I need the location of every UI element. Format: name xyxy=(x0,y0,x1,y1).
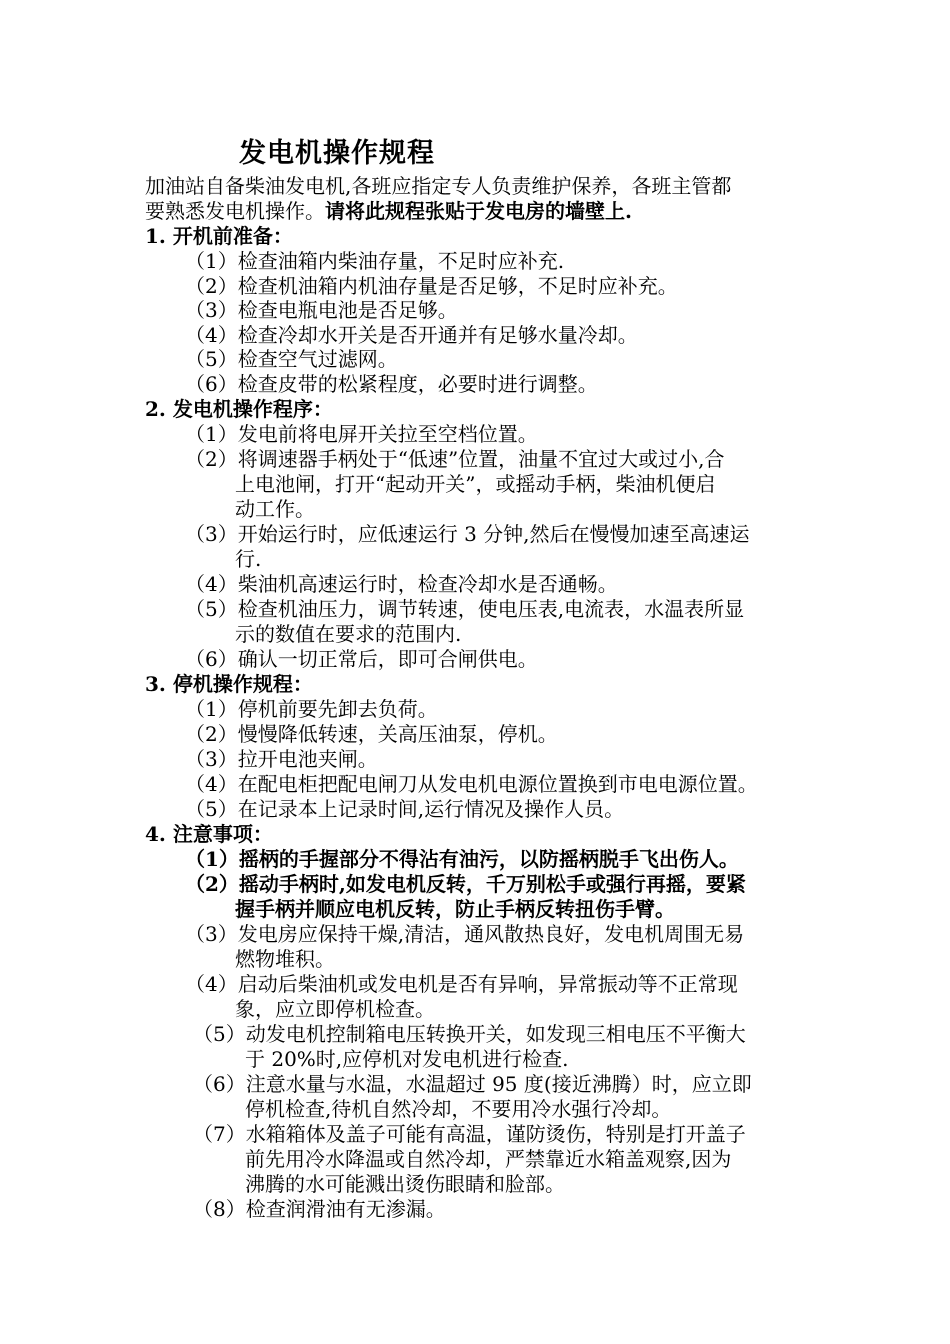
section-2-item: （6）确认一切正常后，即可合闸供电。 xyxy=(185,647,538,671)
section-4-item-continued: 燃物堆积。 xyxy=(235,947,335,971)
intro-line-2 xyxy=(145,199,632,224)
section-4-item-continued: 象，应立即停机检查。 xyxy=(235,997,435,1021)
section-3-item: （4）在配电柜把配电闸刀从发电机电源位置换到市电电源位置。 xyxy=(185,772,758,796)
section-1-heading: 1. 开机前准备： xyxy=(145,224,293,248)
section-4-item-continued: 停机检查,待机自然冷却，不要用冷水强行冷却。 xyxy=(245,1097,672,1121)
section-1-item: （4）检查冷却水开关是否开通并有足够水量冷却。 xyxy=(185,323,638,347)
section-2-item: （2）将调速器手柄处于“低速”位置，油量不宜过大或过小,合 xyxy=(185,447,725,471)
section-1-item: （3）检查电瓶电池是否足够。 xyxy=(185,298,458,322)
section-3-item: （1）停机前要先卸去负荷。 xyxy=(185,697,438,721)
section-2-item: （5）检查机油压力，调节转速，使电压表,电流表，水温表所显 xyxy=(185,597,745,621)
section-3-item: （3）拉开电池夹闸。 xyxy=(185,747,378,771)
section-1-item: （5）检查空气过滤网。 xyxy=(185,347,398,371)
section-4-item-continued: 于 20%时,应停机对发电机进行检查. xyxy=(245,1047,569,1071)
section-2-item-continued: 行. xyxy=(235,547,262,571)
section-4-item: （7）水箱箱体及盖子可能有高温，谨防烫伤，特别是打开盖子 xyxy=(193,1122,746,1146)
section-4-item: （8）检查润滑油有无渗漏。 xyxy=(193,1197,446,1221)
section-4-item: （3）发电房应保持干燥,清洁，通风散热良好，发电机周围无易 xyxy=(185,922,745,946)
section-2-item: （1）发电前将电屏开关拉至空档位置。 xyxy=(185,422,538,446)
section-1-item: （2）检查机油箱内机油存量是否足够，不足时应补充。 xyxy=(185,274,678,298)
section-2-item: （3）开始运行时，应低速运行 3 分钟,然后在慢慢加速至高速运 xyxy=(185,522,750,546)
intro-posting-notice: 请将此规程张贴于发电房的墙壁上. xyxy=(325,199,632,223)
section-4-item-continued: 沸腾的水可能溅出烫伤眼睛和脸部。 xyxy=(245,1172,565,1196)
section-3-item: （5）在记录本上记录时间,运行情况及操作人员。 xyxy=(185,797,625,821)
document-title: 发电机操作规程 xyxy=(239,138,435,169)
section-4-item-continued: 前先用冷水降温或自然冷却，严禁靠近水箱盖观察,因为 xyxy=(245,1147,732,1171)
section-4-warning: （1）摇柄的手握部分不得沾有油污，以防摇柄脱手飞出伤人。 xyxy=(185,847,739,871)
section-3-item: （2）慢慢降低转速，关高压油泵，停机。 xyxy=(185,722,558,746)
section-2-item-continued: 动工作。 xyxy=(235,497,315,521)
section-4-warning-continued: 握手柄并顺应电机反转，防止手柄反转扭伤手臂。 xyxy=(235,897,675,921)
intro-line-2-text: 要熟悉发电机操作。 xyxy=(145,199,325,223)
section-2-heading: 2. 发电机操作程序： xyxy=(145,397,333,421)
section-2-item-continued: 示的数值在要求的范围内. xyxy=(235,622,462,646)
section-4-heading: 4. 注意事项： xyxy=(145,822,273,846)
section-4-item: （5）动发电机控制箱电压转换开关，如发现三相电压不平衡大 xyxy=(193,1022,746,1046)
intro-line-1: 加油站自备柴油发电机,各班应指定专人负责维护保养，各班主管都 xyxy=(145,174,732,198)
section-3-heading: 3. 停机操作规程： xyxy=(145,672,313,696)
section-4-item: （6）注意水量与水温，水温超过 95 度(接近沸腾）时，应立即 xyxy=(193,1072,752,1096)
section-2-item-continued: 上电池闸，打开“起动开关”，或摇动手柄，柴油机便启 xyxy=(235,472,716,496)
section-4-warning: （2）摇动手柄时,如发电机反转，千万别松手或强行再摇，要紧 xyxy=(185,872,746,896)
section-2-item: （4）柴油机高速运行时，检查冷却水是否通畅。 xyxy=(185,572,618,596)
section-1-item: （1）检查油箱内柴油存量，不足时应补充. xyxy=(185,249,565,273)
section-1-item: （6）检查皮带的松紧程度，必要时进行调整。 xyxy=(185,372,598,396)
section-4-item: （4）启动后柴油机或发电机是否有异响，异常振动等不正常现 xyxy=(185,972,738,996)
